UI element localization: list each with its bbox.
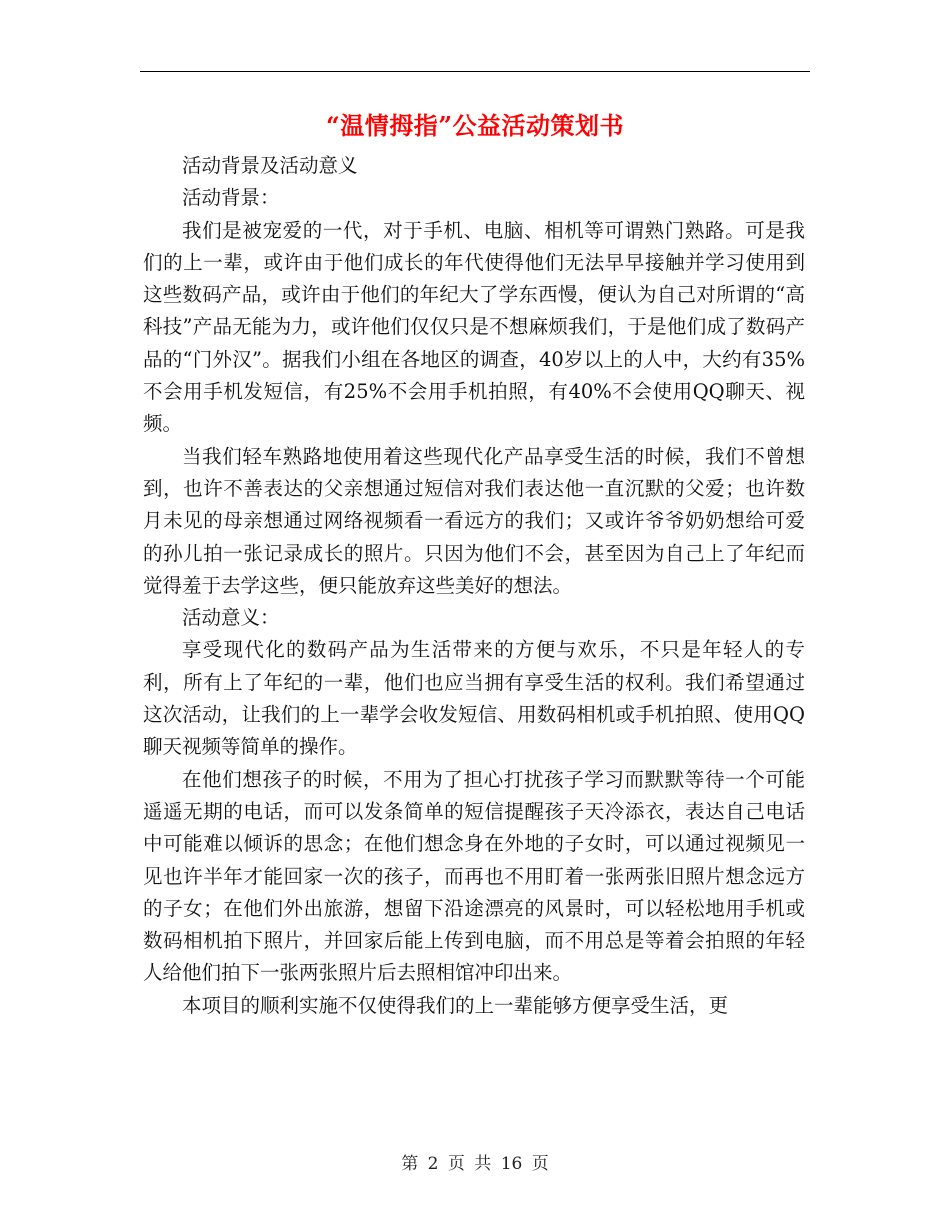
page-number-footer: 第 2 页 共 16 页	[401, 1154, 549, 1174]
document-body	[143, 150, 805, 1022]
body-paragraph: 本项目的顺利实施不仅使得我们的上一辈能够方便享受生活，更	[182, 993, 729, 1017]
section-heading-background-and-meaning: 活动背景及活动意义	[182, 154, 358, 177]
body-paragraph: 享受现代化的数码产品为生活带来的方便与欢乐，不只是年轻人的专利，所有上了年纪的一辈，他们也应当拥有享受生活的权利。我们希望通过这次活动，让我们的上一辈学会收发短信、用数码相机或手机拍照、使用QQ聊天视频等简单的操作。	[143, 638, 805, 759]
body-paragraph: 在他们想孩子的时候，不用为了担心打扰孩子学习而默默等待一个可能遥遥无期的电话，而可以发条简单的短信提醒孩子天冷添衣，表达自己电话中可能难以倾诉的思念；在他们想念身在外地的子女时，可以通过视频见一见也许半年才能回家一次的孩子，而再也不用盯着一张两张旧照片想念远方的子女；在他们外出旅游，想留下沿途漂亮的风景时，可以轻松地用手机或数码相机拍下照片，并回家后能上传到电脑，而不用总是等着会拍照的年轻人给他们拍下一张两张照片后去照相馆冲印出来。	[143, 767, 805, 985]
body-paragraph: 当我们轻车熟路地使用着这些现代化产品享受生活的时候，我们不曾想到，也许不善表达的父亲想通过短信对我们表达他一直沉默的父爱；也许数月未见的母亲想通过网络视频看一看远方的我们；又或许爷爷奶奶想给可爱的孙儿拍一张记录成长的照片。只因为他们不会，甚至因为自己上了年纪而觉得羞于去学这些，便只能放弃这些美好的想法。	[143, 444, 805, 597]
header-rule	[140, 71, 810, 72]
document-title: “温情拇指”公益活动策划书	[325, 111, 625, 140]
section-heading-background: 活动背景：	[182, 186, 280, 210]
body-paragraph: 我们是被宠爱的一代，对于手机、电脑、相机等可谓熟门熟路。可是我们的上一辈，或许由于他们成长的年代使得他们无法早早接触并学习使用到这些数码产品，或许由于他们的年纪大了学东西慢，便认为自己对所谓的“高科技”产品无能为力，或许他们仅仅只是不想麻烦我们，于是他们成了数码产品的“门外汉”。据我们小组在各地区的调查，40岁以上的人中，大约有35%不会用手机发短信，有25%不会用手机拍照，有40%不会使用QQ聊天、视频。	[143, 218, 805, 436]
section-heading-meaning: 活动意义：	[182, 606, 280, 630]
